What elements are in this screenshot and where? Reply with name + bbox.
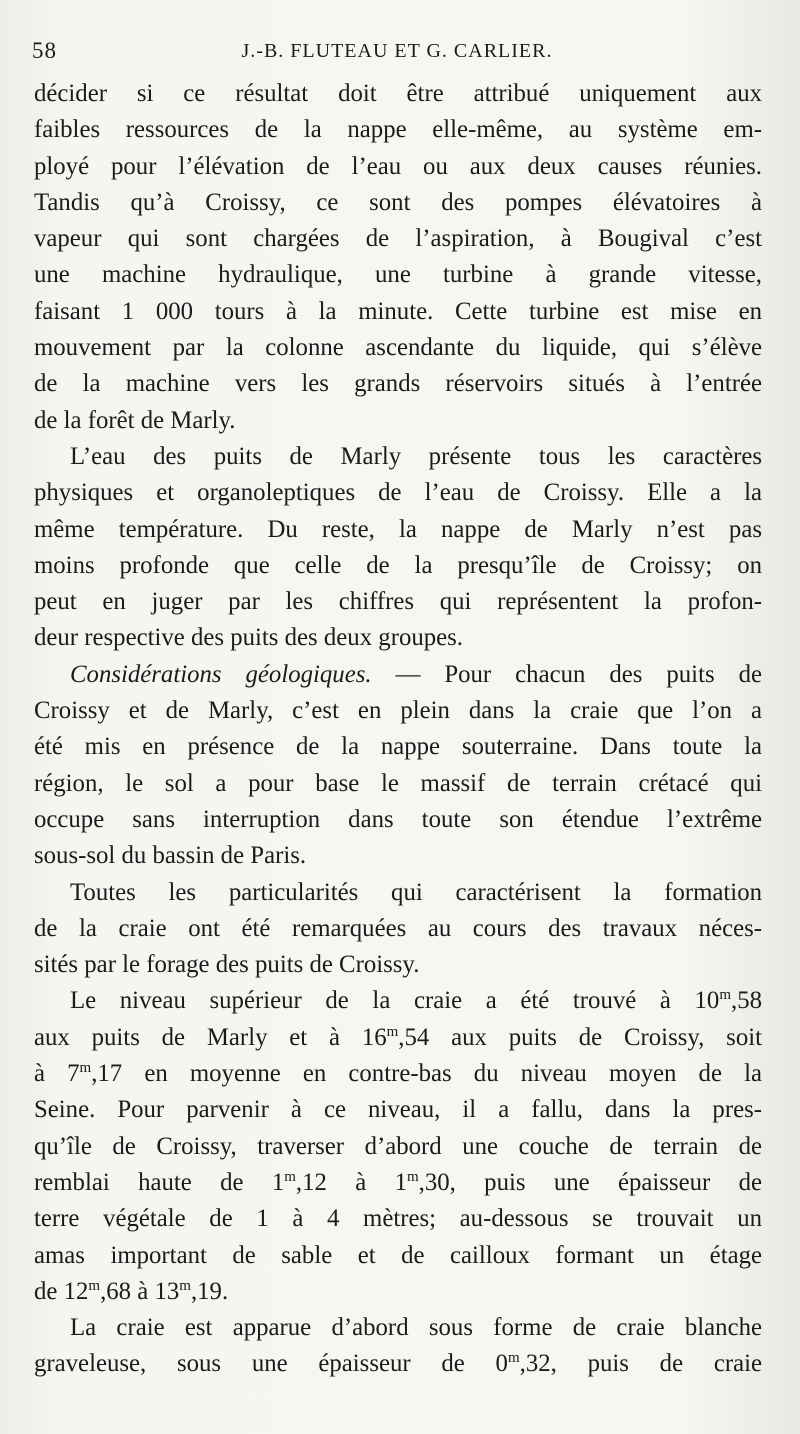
text-line: été mis en présence de la nappe souterraine. Dans toute la [34,733,762,761]
text-line: Tandis qu’à Croissy, ce sont des pompes élévatoires à [34,188,762,216]
text-line [34,657,762,693]
text-line: faisant 1 000 tours à la minute. Cette turbine est mise en [34,297,762,325]
text-line: L’eau des puits de Marly présente tous les caractères [70,442,762,470]
text-line: amas important de sable et de cailloux formant un étage [34,1241,762,1269]
text-line: aux puits de Marly et à 16$^m$,54 aux puits de Croissy, soit [34,1023,762,1051]
running-head: J.-B. FLUTEAU ET G. CARLIER. [241,40,553,62]
line-text: — Pour chacun des puits de [395,660,762,688]
text-line: mouvement par la colonne ascendante du liquide, qui s’élève [34,334,762,362]
text-line: même température. Du reste, la nappe de Marly n’est pas [34,515,762,543]
text-line: Croissy et de Marly, c’est en plein dans la craie que l’on a [34,697,762,725]
text-line: ployé pour l’élévation de l’eau ou aux deux causes réunies. [34,152,762,180]
text-line: Seine. Pour parvenir à ce niveau, il a fallu, dans la pres- [34,1096,762,1124]
text-line: faibles ressources de la nappe elle-même, au système em- [34,116,762,144]
text-line: deur respective des puits des deux groupes. [34,624,464,652]
text-line: de la machine vers les grands réservoirs situés à l’entrée [34,370,762,398]
text-line: remblai haute de 1$^m$,12 à 1$^m$,30, puis une épaisseur de [34,1168,762,1196]
text-line: Le niveau supérieur de la craie a été trouvé à 10$^m$,58 [70,987,762,1015]
text-line: peut en juger par les chiffres qui représentent la profon- [34,588,762,616]
text-line: sous-sol du bassin de Paris. [34,842,307,870]
text-line: La craie est apparue d’abord sous forme de craie blanche [70,1314,762,1342]
text-line: de la craie ont été remarquées au cours des travaux néces- [34,914,762,942]
text-line: à 7$^m$,17 en moyenne en contre-bas du niveau moyen de la [34,1060,762,1088]
text-line: terre végétale de 1 à 4 mètres; au-dessous se trouvait un [34,1205,762,1233]
page-number: 58 [32,38,57,63]
italic-heading: Considérations géologiques. [70,660,372,688]
text-line: de 12$^m$,68 à 13$^m$,19. [34,1277,229,1305]
text-line: une machine hydraulique, une turbine à grande vitesse, [34,261,762,289]
text-line: physiques et organoleptiques de l’eau de Croissy. Elle a la [34,479,762,507]
text-line: sités par le forage des puits de Croissy. [34,951,420,979]
page-header [32,38,762,68]
text-line: vapeur qui sont chargées de l’aspiration, à Bougival c’est [34,225,762,253]
body-text [34,76,762,1383]
text-line: qu’île de Croissy, traverser d’abord une couche de terrain de [34,1132,762,1160]
text-line: occupe sans interruption dans toute son étendue l’extrême [34,805,762,833]
text-line: décider si ce résultat doit être attribué uniquement aux [34,80,762,107]
text-line: Toutes les particularités qui caractérisent la formation [70,878,762,906]
text-line: moins profonde que celle de la presqu’île de Croissy; on [34,551,762,579]
text-line: région, le sol a pour base le massif de terrain crétacé qui [34,769,762,797]
text-line: graveleuse, sous une épaisseur de 0$^m$,32, puis de craie [34,1350,762,1378]
text-line: de la forêt de Marly. [34,406,236,434]
